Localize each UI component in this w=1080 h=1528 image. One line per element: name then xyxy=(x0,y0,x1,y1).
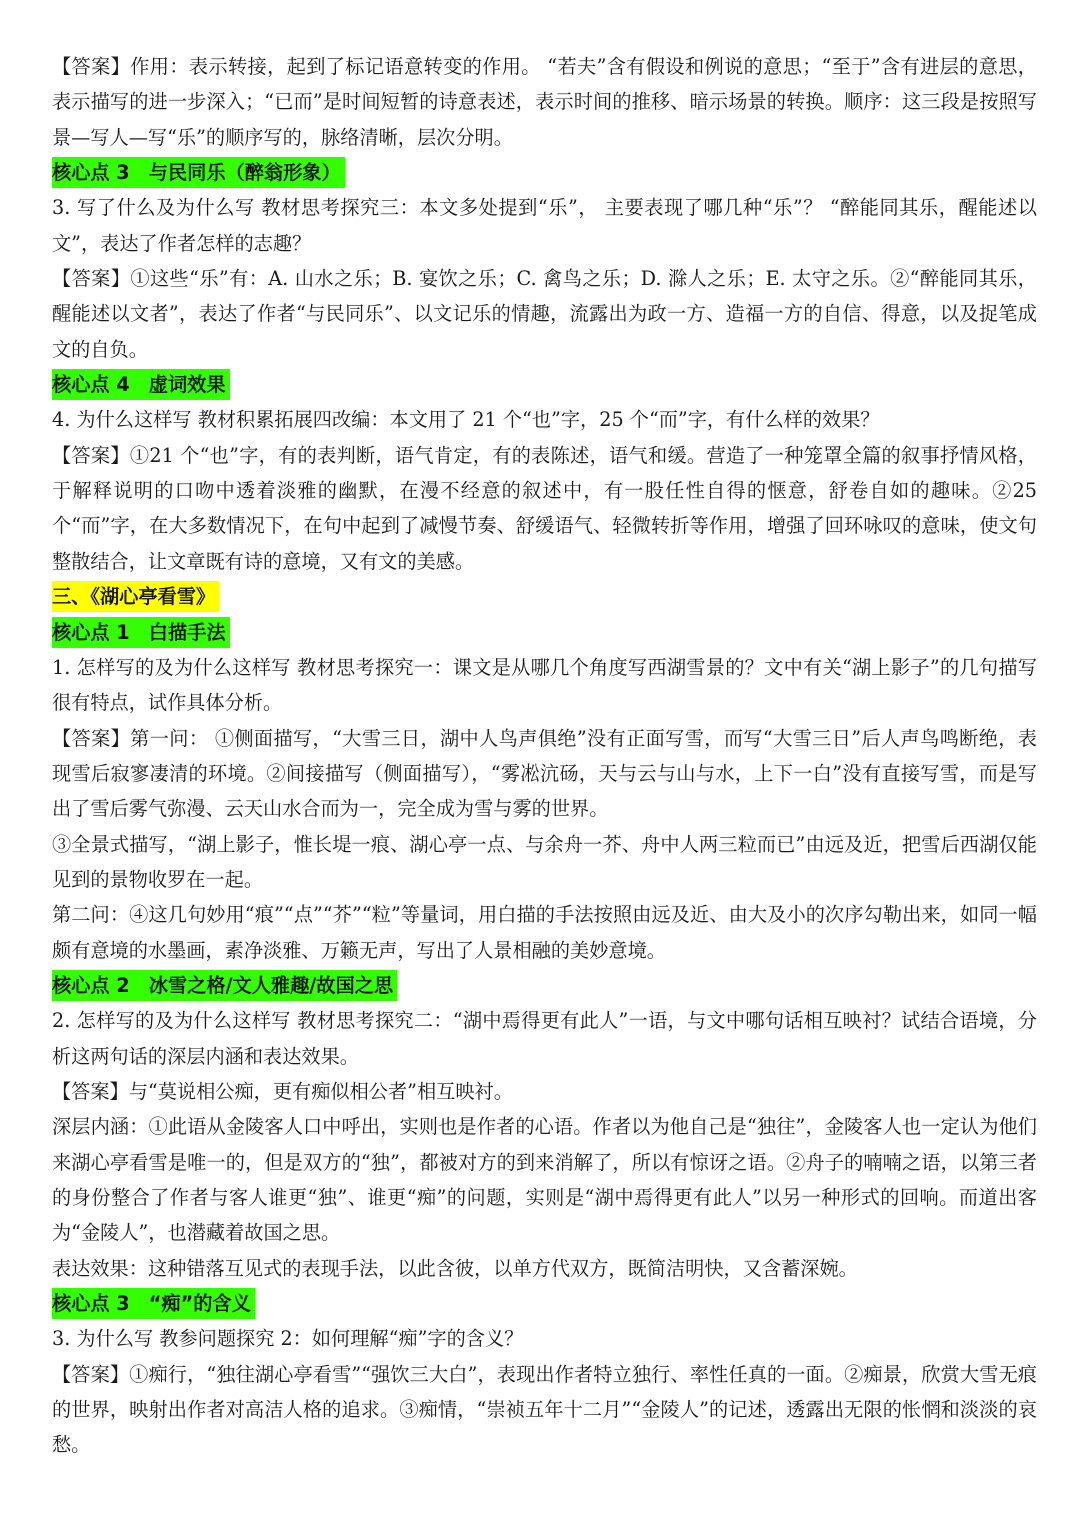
answer-paragraph: 【答案】与“莫说相公痴，更有痴似相公者”相互映衬。 xyxy=(52,1079,513,1103)
answer-paragraph: 深层内涵：①此语从金陵客人口中呼出，实则也是作者的心语。作者以为他自己是“独往”，金陵客人也一定认为他们来湖心亭看雪是唯一的，但是双方的“独”，都被对方的到来消解了，所以有惊讶之语。②舟子的喃喃之语，以第三者的身份整合了作者与客人谁更“独”、谁更“痴”的问题，实则是“湖中焉得更有此人”以另一种形式的回响。而道出客为“金陵人”，也潜藏着故国之思。 xyxy=(52,1115,1037,1245)
chapter-heading: 三、《湖心亭看雪》 xyxy=(52,581,219,612)
question-paragraph: 4. 为什么这样写 教材积累拓展四改编：本文用了 21 个“也”字，25 个“而”字，有什么样的效果？ xyxy=(52,408,880,432)
document-page xyxy=(52,49,1037,1463)
section-heading: 核心点 4 虚词效果 xyxy=(52,369,230,400)
section-heading: 核心点 3 与民同乐（醉翁形象） xyxy=(52,157,345,188)
section-heading: 核心点 1 白描手法 xyxy=(52,617,230,648)
question-paragraph: 3. 写了什么及为什么写 教材思考探究三：本文多处提到“乐”， 主要表现了哪几种“乐”？ “醉能同其乐，醒能述以文”，表达了作者怎样的志趣？ xyxy=(52,196,1037,255)
question-paragraph: 1. 怎样写的及为什么这样写 教材思考探究一：课文是从哪几个角度写西湖雪景的？文中有关“湖上影子”的几句描写很有特点，试作具体分析。 xyxy=(52,655,1037,715)
section-heading: 核心点 2 冰雪之格/文人雅趣/故国之思 xyxy=(52,970,397,1001)
answer-paragraph: 【答案】第一问： ①侧面描写，“大雪三日，湖中人鸟声俱绝”没有正面写雪，而写“大雪三日”后人声鸟鸣断绝，表现雪后寂寥凄清的环境。②间接描写（侧面描写），“雾凇沆砀，天与云与山与水，上下一白”没有直接写雪，而是写出了雪后雾气弥漫、云天山水合而为一，完全成为雪与雾的世界。 xyxy=(52,726,1037,821)
question-paragraph: 2. 怎样写的及为什么这样写 教材思考探究二：“湖中焉得更有此人”一语，与文中哪句话相互映衬？试结合语境，分析这两句话的深层内涵和表达效果。 xyxy=(52,1009,1037,1068)
section-heading: 核心点 3 “痴”的含义 xyxy=(52,1288,255,1319)
answer-paragraph: 表达效果：这种错落互见式的表现手法，以此含彼，以单方代双方，既简洁明快，又含蓄深婉。 xyxy=(52,1256,858,1280)
answer-paragraph: 【答案】作用：表示转接，起到了标记语意转变的作用。 “若夫”含有假设和例说的意思；“至于”含有进层的意思，表示描写的进一步深入；“已而”是时间短暂的诗意表述，表示时间的推移、暗示场景的转换。顺序：这三段是按照写景—写人—写“乐”的顺序写的，脉络清晰，层次分明。 xyxy=(52,55,1037,149)
answer-paragraph: 【答案】①痴行，“独往湖心亭看雪”“强饮三大白”，表现出作者特立独行、率性任真的一面。②痴景，欣赏大雪无痕的世界，映射出作者对高洁人格的追求。③痴情，“崇祯五年十二月”“金陵人”的记述，透露出无限的怅惘和淡淡的哀愁。 xyxy=(52,1362,1037,1457)
answer-paragraph: 第二问：④这几句妙用“痕”“点”“芥”“粒”等量词，用白描的手法按照由远及近、由大及小的次序勾勒出来，如同一幅颇有意境的水墨画，素净淡雅、万籁无声，写出了人景相融的美妙意境。 xyxy=(52,903,1037,962)
answer-paragraph: ③全景式描写，“湖上影子，惟长堤一痕、湖心亭一点、与余舟一芥、舟中人两三粒而已”由远及近，把雪后西湖仅能见到的景物收罗在一起。 xyxy=(52,832,1037,891)
answer-paragraph: 【答案】①21 个“也”字，有的表判断，语气肯定，有的表陈述，语气和缓。营造了一种笼罩全篇的叙事抒情风格，于解释说明的口吻中透着淡雅的幽默，在漫不经意的叙述中，有一股任性自得的惬意，舒卷自如的趣味。②25 个“而”字，在大多数情况下，在句中起到了减慢节奏、舒缓语气、轻微转折等作用，增强了回环咏叹的意味，使文句整散结合，让文章既有诗的意境，又有文的美感。 xyxy=(52,443,1037,573)
answer-paragraph: 【答案】①这些“乐”有：A. 山水之乐；B. 宴饮之乐；C. 禽鸟之乐；D. 滁人之乐；E. 太守之乐。②“醉能同其乐，醒能述以文者”，表达了作者“与民同乐”、以文记乐的情趣，流露出为政一方、造福一方的自信、得意，以及捉笔成文的自负。 xyxy=(52,267,1037,361)
question-paragraph: 3. 为什么写 教参问题探究 2：如何理解“痴”字的含义？ xyxy=(52,1327,524,1351)
